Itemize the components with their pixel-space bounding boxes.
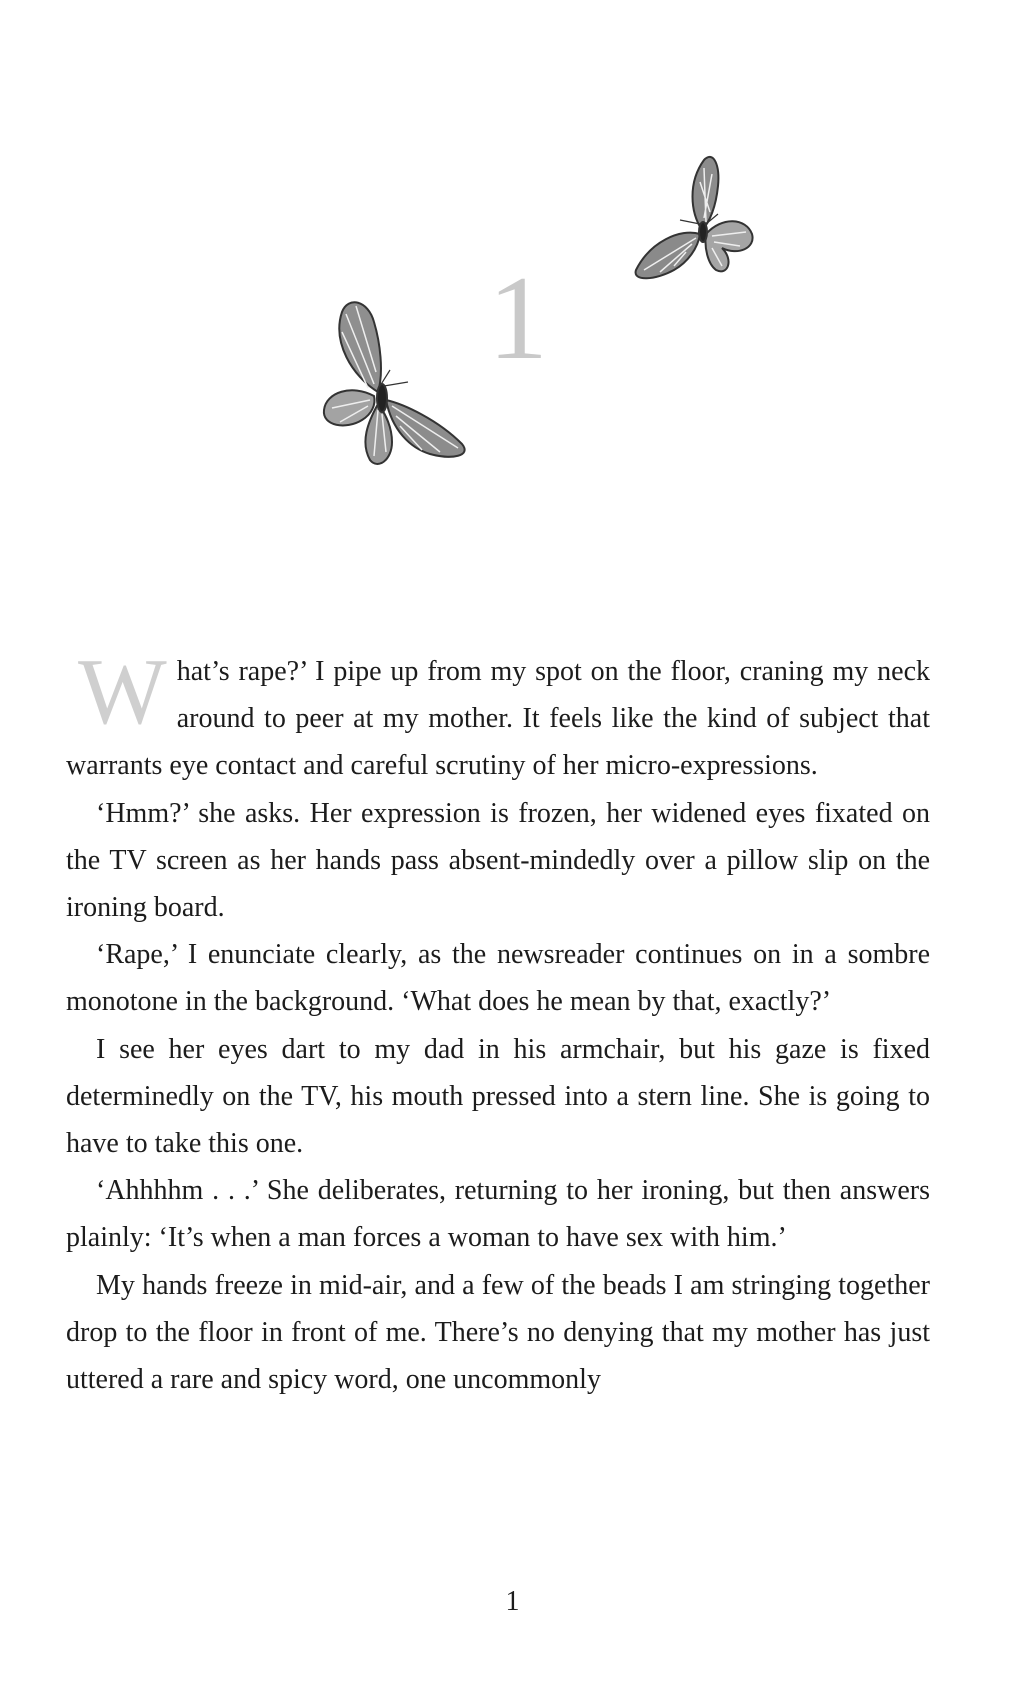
drop-cap: W xyxy=(78,640,167,744)
butterfly-icon xyxy=(630,152,770,302)
chapter-body xyxy=(66,640,930,1403)
paragraph: My hands freeze in mid-air, and a few of the beads I am stringing together drop to the floor in front of me. There’s no denying that my mother has just uttered a rare and spicy word, one uncommonly xyxy=(66,1269,930,1396)
chapter-number: 1 xyxy=(488,251,548,384)
paragraph: ‘Hmm?’ she asks. Her expression is frozen, her widened eyes fixated on the TV screen as her hands pass absent-mindedly over a pillow slip on the ironing board. xyxy=(66,797,930,924)
paragraph: ‘Rape,’ I enunciate clearly, as the newsreader continues on in a sombre monotone in the background. ‘What does he mean by that, exactly?’ xyxy=(66,939,930,1018)
paragraph: ‘Ahhhhm . . .’ She deliberates, returning to her ironing, but then answers plainly: ‘It’s when a man forces a woman to have sex with him.’ xyxy=(66,1175,930,1254)
page-number: 1 xyxy=(505,1586,520,1617)
paragraph-text: hat’s rape?’ I pipe up from my spot on the floor, craning my neck around to peer at my mother. It feels like the kind of subject that warrants eye contact and careful scrutiny of her micro-expressions. xyxy=(66,656,930,782)
paragraph: I see her eyes dart to my dad in his armchair, but his gaze is fixed determinedly on the TV, his mouth pressed into a stern line. She is going to have to take this one. xyxy=(66,1033,930,1160)
butterfly-icon xyxy=(312,292,482,472)
paragraph xyxy=(66,640,930,790)
